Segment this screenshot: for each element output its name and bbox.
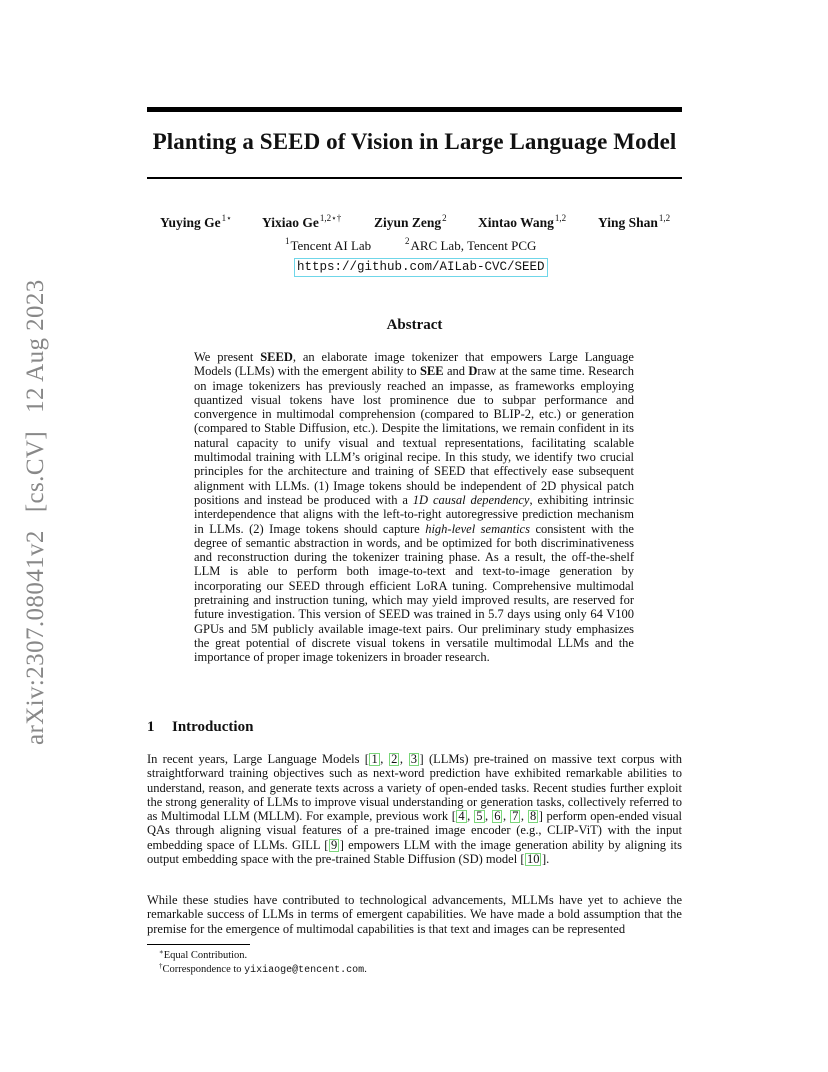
author-4: Xintao Wang$^{1,2}$ — [478, 213, 567, 230]
abstract-heading: Abstract — [386, 317, 443, 333]
author-5: Ying Shan$^{1,2}$ — [598, 213, 671, 230]
title-bottom-rule — [147, 177, 682, 179]
citation-link[interactable]: 8 — [530, 809, 537, 824]
arxiv-id: arXiv:2307.08041v2 — [22, 530, 49, 745]
footnote-1: ∗Equal Contribution. — [159, 948, 248, 961]
email-address: yixiaoge@tencent.com — [244, 965, 365, 976]
arxiv-date: 12 Aug 2023 — [22, 279, 49, 413]
paper-title: Planting a SEED of Vision in Large Language Model — [152, 129, 677, 154]
footnote-rule — [147, 944, 250, 945]
author-1: Yuying $Ge^{1⋆}$ — [160, 213, 232, 230]
citation-link[interactable]: 10 — [526, 852, 540, 867]
citation-link[interactable]: 1 — [371, 752, 378, 766]
citation-link[interactable]: 5 — [476, 809, 483, 824]
author-2: Yixiao $Ge^{1,2⋆\dagger}$ — [262, 213, 342, 230]
arxiv-identifier — [22, 261, 50, 745]
author-3: Ziyun Zeng$^2$ — [374, 213, 447, 230]
citation-link[interactable]: 6 — [494, 809, 501, 824]
intro-paragraph-1: In recent years, Large Language Models [ 1 , 2 , 3 ] (LLMs) pre-trained on massive text corpus with straightforward training objectives such as next-word prediction have exhibited remarkable abilities to understand, reason, and generate texts across a variety of open-ended tasks. Recent studies further exploit the strong generality of LLMs to improve visual understanding or generation tasks, collectively referred to as Multimodal LLM (MLLM). For example, previous work [ 4 , 5 , 6 , 7 , 8 ] perform open-ended visual QAs through aligning visual features of a pre-trained image encoder (e.g., CLIP-ViT) with the input embedding space of LLMs. GILL [ 9 ] empowers LLM with the image generation ability by aligning its output embedding space with the pre-trained Stable Diffusion (SD) model [ 10 ]. — [147, 752, 683, 867]
citation-link[interactable]: 2 — [391, 752, 398, 766]
footnote-2: †Correspondence to yixiaoge@tencent.com. — [159, 962, 367, 976]
title-top-rule — [147, 107, 682, 112]
intro-paragraph-2: While these studies have contributed to technological advancements, MLLMs have yet to achieve the remarkable success of LLMs in terms of emergent capabilities. We have made a bold assumption that the premise for the emergence of multimodal capabilities is that text and images can be represented — [147, 893, 682, 936]
abstract-body: We present SEED, an elaborate image tokenizer that empowers Large Language Models (LLMs) with the emergent ability to SEE and Draw at the same time. Research on image tokenizers has previously reached an impasse, as frameworks employing quantized visual tokens have lost prominence due to subpar performance and convergence in multimodal comprehension (compared to BLIP-2, etc.) or generation (compared to Stable Diffusion, etc.). Despite the limitations, we remain confident in its natural capacity to unify visual and textual representations, facilitating scalable multimodal training with LLM’s original recipe. In this study, we identify two crucial principles for the architecture and training of SEED that effectively ease subsequent alignment with LLMs. (1) Image tokens should be independent of 2D physical patch positions and instead be produced with a 1D causal dependency, exhibiting intrinsic interdependence that aligns with the left-to-right autoregressive prediction mechanism in LLMs. (2) Image tokens should capture high-level semantics consistent with the degree of semantic abstraction in words, and be optimized for both discriminativeness and reconstruction during the tokenizer training phase. As a result, the off-the-shelf LLM is able to perform both image-to-text and text-to-image generation by incorporating our SEED through efficient LoRA tuning. Comprehensive multimodal pretraining and instruction tuning, which may yield improved results, are reserved for future investigation. This version of SEED was trained in 5.7 days using only 64 V100 GPUs and 5M publicly available image-text pairs. Our preliminary study emphasizes the great potential of discrete visual tokens in versatile multimodal LLMs and the importance of proper image tokenizers in broader research. — [194, 350, 634, 665]
citation-link[interactable]: 9 — [330, 837, 338, 852]
arxiv-category: [cs.CV] — [22, 430, 49, 513]
affiliation-2: $^2$ARC Lab, Tencent PCG — [405, 236, 537, 253]
affiliation-1: $^1$Tencent AI Lab — [285, 236, 372, 253]
section-heading-introduction: 1 Introduction — [147, 719, 254, 735]
citation-link[interactable]: 7 — [512, 809, 519, 824]
citation-link[interactable]: 3 — [410, 752, 417, 766]
citation-link[interactable]: 4 — [458, 809, 465, 824]
repo-link[interactable]: https://github.com/AILab-CVC/SEED — [294, 258, 548, 277]
